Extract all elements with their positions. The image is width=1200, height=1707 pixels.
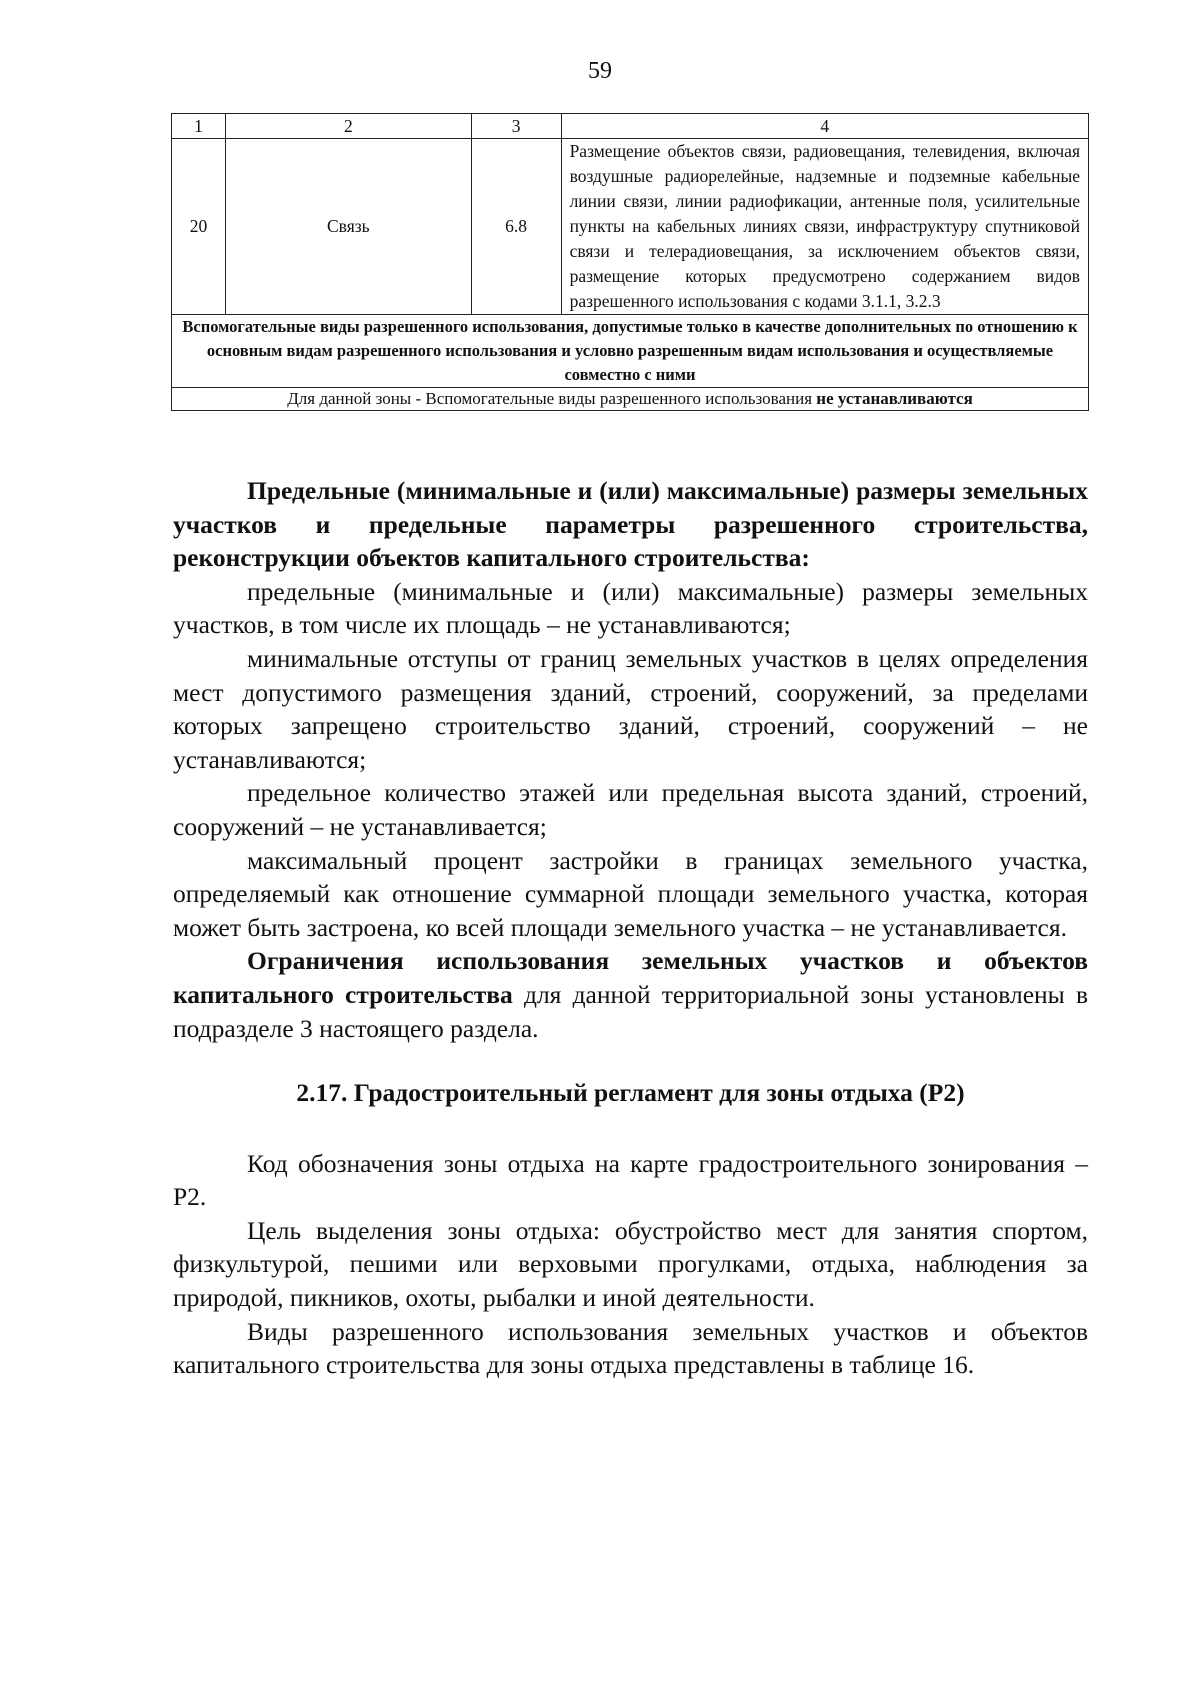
table-header-row <box>172 114 1089 139</box>
limits-paragraph: предельные (минимальные и (или) максимальные) размеры земельных участков, в том числе их площадь – не устанавливаются; <box>173 576 1088 640</box>
auxiliary-header-row <box>172 315 1089 388</box>
column-header: 1 <box>172 114 226 139</box>
limits-heading: Предельные (минимальные и (или) максимальные) размеры земельных участков и предельные параметры разрешенного строительства, реконструкции объектов капитального строительства: <box>173 476 1088 573</box>
column-header: 4 <box>561 114 1088 139</box>
section-paragraph: Виды разрешенного использования земельных участков и объектов капитального строительства для зоны отдыха представлены в таблице 16. <box>173 1316 1088 1380</box>
note-text: Для данной зоны - Вспомогательные виды разрешенного использования <box>287 389 817 408</box>
note-bold-text: не устанавливаются <box>816 389 973 408</box>
land-use-table <box>171 113 1089 411</box>
row-number: 20 <box>172 139 226 315</box>
auxiliary-uses-note <box>172 388 1089 411</box>
limits-paragraph: минимальные отступы от границ земельных участков в целях определения мест допустимого размещения зданий, строений, сооружений, за пределами которых запрещено строительство зданий, строений, сооружений – не устанавливаются; <box>173 643 1088 774</box>
use-type-description: Размещение объектов связи, радиовещания, телевидения, включая воздушные радиорелейные, надземные и подземные кабельные линии связи, линии радиофикации, антенные поля, усилительные пункты на кабельных линиях связи, инфраструктуру спутниковой связи и телерадиовещания, за исключением объектов связи, размещение которых предусмотрено содержанием видов разрешенного использования с кодами 3.1.1, 3.2.3 <box>561 139 1088 315</box>
column-header: 3 <box>471 114 561 139</box>
restrictions-bold: Ограничения использования земельных участков и объектов капитального строительства <box>173 946 1088 1009</box>
section-heading: 2.17. Градостроительный регламент для зоны отдыха (Р2) <box>296 1078 965 1108</box>
restrictions-text: для данной территориальной зоны установлены в подразделе 3 настоящего раздела. <box>173 979 1088 1043</box>
column-header: 2 <box>225 114 471 139</box>
use-type-code: 6.8 <box>471 139 561 315</box>
auxiliary-note-row <box>172 388 1089 411</box>
limits-paragraph: максимальный процент застройки в границах земельного участка, определяемый как отношение суммарной площади земельного участка, которая может быть застроена, ко всей площади земельного участка – не устанавливается. <box>173 845 1088 942</box>
page-number: 59 <box>588 58 612 84</box>
section-paragraph: Код обозначения зоны отдыха на карте градостроительного зонирования – Р2. <box>173 1148 1088 1212</box>
section-paragraph: Цель выделения зоны отдыха: обустройство мест для занятия спортом, физкультурой, пешими или верховыми прогулками, отдыха, наблюдения за природой, пикников, охоты, рыбалки и иной деятельности. <box>173 1215 1088 1313</box>
use-type-name: Связь <box>225 139 471 315</box>
restrictions-paragraph <box>173 944 1088 1045</box>
table-row <box>172 139 1089 315</box>
limits-paragraph: предельное количество этажей или предельная высота зданий, строений, сооружений – не устанавливается; <box>173 778 1088 841</box>
auxiliary-uses-header: Вспомогательные виды разрешенного использования, допустимые только в качестве дополнительных по отношению к основным видам разрешенного использования и условно разрешенным видам использования и осуществляемые совместно с ними <box>172 315 1089 388</box>
document-body <box>173 474 1088 1382</box>
